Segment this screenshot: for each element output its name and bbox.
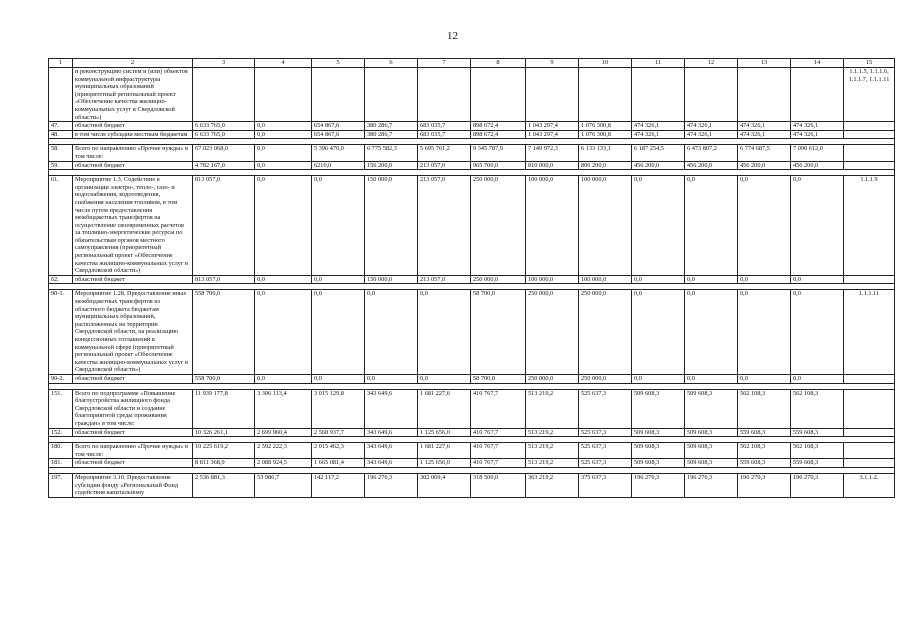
value-cell: 0,0: [255, 176, 312, 276]
value-cell: 67 023 068,0: [193, 145, 255, 161]
value-cell: 2 699 960,4: [255, 428, 312, 437]
value-cell: 509 608,3: [632, 389, 685, 428]
value-cell: 250 000,0: [526, 290, 579, 375]
value-cell: 363 219,2: [526, 473, 579, 497]
value-cell: [312, 68, 365, 122]
value-cell: 196 270,3: [632, 473, 685, 497]
row-number-cell: 58.: [49, 145, 73, 161]
value-cell: 562 108,3: [791, 389, 844, 428]
value-cell: 509 608,3: [632, 428, 685, 437]
value-cell: 1 043 297,4: [526, 130, 579, 139]
value-cell: 0,0: [312, 374, 365, 383]
table-row: [49, 443, 895, 459]
value-cell: 0,0: [738, 275, 791, 284]
value-cell: 410 767,7: [471, 459, 526, 468]
value-cell: 513 219,2: [526, 428, 579, 437]
value-cell: 509 608,3: [685, 459, 738, 468]
value-cell: 509 608,3: [685, 389, 738, 428]
page-number: 12: [447, 30, 458, 42]
value-cell: 0,0: [791, 275, 844, 284]
value-cell: 6 473 807,2: [685, 145, 738, 161]
value-cell: 1 125 656,0: [418, 428, 471, 437]
column-header: 7: [418, 59, 471, 68]
table-row: [49, 275, 895, 284]
row-number-cell: 48.: [49, 130, 73, 139]
value-cell: 456 200,0: [632, 161, 685, 170]
value-cell: 474 326,1: [791, 122, 844, 131]
value-cell: 0,0: [685, 176, 738, 276]
value-cell: 806 200,0: [579, 161, 632, 170]
value-cell: 509 608,3: [685, 428, 738, 437]
table-row: [49, 130, 895, 139]
value-cell: 0,0: [312, 275, 365, 284]
row-number-cell: 181.: [49, 459, 73, 468]
value-cell: 0,0: [791, 290, 844, 375]
table-row: [49, 68, 895, 122]
value-cell: 654 867,6: [312, 122, 365, 131]
value-cell: 562 108,3: [791, 443, 844, 459]
value-cell: 562 108,3: [738, 443, 791, 459]
value-cell: 6 133 133,1: [579, 145, 632, 161]
column-header: 12: [685, 59, 738, 68]
table-row: [49, 161, 895, 170]
value-cell: 0,0: [791, 176, 844, 276]
value-cell: 2 088 924,5: [255, 459, 312, 468]
value-cell: 6 633 765,0: [193, 122, 255, 131]
value-cell: 562 108,3: [738, 389, 791, 428]
value-cell: 558 700,0: [193, 290, 255, 375]
column-header: 10: [579, 59, 632, 68]
description-cell: областной бюджет: [73, 374, 193, 383]
description-cell: Всего по подпрограмме «Повышение благоустройства жилищного фонда Свердловской области и создание благоприятной среды проживания граждан» в том числе:: [73, 389, 193, 428]
value-cell: 0,0: [255, 161, 312, 170]
column-header: 13: [738, 59, 791, 68]
value-cell: 0,0: [685, 374, 738, 383]
column-header: 1: [49, 59, 73, 68]
value-cell: 559 608,3: [738, 459, 791, 468]
value-cell: 6 633 765,0: [193, 130, 255, 139]
target-ref-cell: [844, 374, 895, 383]
value-cell: 0,0: [685, 290, 738, 375]
value-cell: 0,0: [632, 374, 685, 383]
value-cell: 683 035,7: [418, 130, 471, 139]
value-cell: 456 200,0: [685, 161, 738, 170]
column-header: 14: [791, 59, 844, 68]
table-row: [49, 176, 895, 276]
description-cell: областной бюджет: [73, 459, 193, 468]
description-cell: областной бюджет: [73, 275, 193, 284]
table-row: [49, 374, 895, 383]
value-cell: 6 774 687,5: [738, 145, 791, 161]
value-cell: 813 057,0: [193, 275, 255, 284]
column-header: 5: [312, 59, 365, 68]
row-number-cell: 90-2.: [49, 374, 73, 383]
value-cell: 456 200,0: [738, 161, 791, 170]
column-header: 9: [526, 59, 579, 68]
value-cell: 100 000,0: [526, 275, 579, 284]
description-cell: областной бюджет: [73, 428, 193, 437]
value-cell: 0,0: [255, 122, 312, 131]
table-row: [49, 389, 895, 428]
target-ref-cell: [844, 130, 895, 139]
row-number-cell: 152.: [49, 428, 73, 437]
value-cell: 375 637,3: [579, 473, 632, 497]
value-cell: 2 536 881,3: [193, 473, 255, 497]
value-cell: 302 069,4: [418, 473, 471, 497]
value-cell: 558 700,0: [193, 374, 255, 383]
value-cell: 3 015 129,8: [312, 389, 365, 428]
table-row: [49, 459, 895, 468]
description-cell: Всего по направлению «Прочие нужды» в том числе:: [73, 443, 193, 459]
value-cell: 474 326,1: [632, 122, 685, 131]
column-header: 6: [365, 59, 418, 68]
table-row: [49, 428, 895, 437]
value-cell: 0,0: [255, 130, 312, 139]
value-cell: 456 200,0: [791, 161, 844, 170]
value-cell: 898 672,4: [471, 122, 526, 131]
value-cell: 4 782 167,0: [193, 161, 255, 170]
value-cell: 250 000,0: [579, 290, 632, 375]
value-cell: 10 225 619,2: [193, 443, 255, 459]
description-cell: Мероприятие 1.3. Содействие в организации электро-, тепло-, газо- и водоснабжения, водоотведения, снабжения населения топливом, в том числе путем предоставления межбюджетных трансфертов на осуществление своевременных расчетов за топливно-энергетические ресурсы по обязательствам органов местного самоуправления (приоритетный региональный проект «Обеспечение качества жилищно-коммунальных услуг в Свердловской области»): [73, 176, 193, 276]
value-cell: 6210,0: [312, 161, 365, 170]
value-cell: 196 270,3: [685, 473, 738, 497]
value-cell: 898 672,4: [471, 130, 526, 139]
row-number-cell: 61.: [49, 176, 73, 276]
value-cell: 100 000,0: [579, 176, 632, 276]
value-cell: [685, 68, 738, 122]
description-cell: в том числе субсидии местным бюджетам: [73, 130, 193, 139]
value-cell: 0,0: [255, 290, 312, 375]
column-header: 2: [73, 59, 193, 68]
value-cell: 513 219,2: [526, 389, 579, 428]
value-cell: 11 939 177,8: [193, 389, 255, 428]
row-number-cell: 197.: [49, 473, 73, 497]
value-cell: 213 057,0: [418, 161, 471, 170]
value-cell: 509 608,3: [632, 443, 685, 459]
value-cell: 0,0: [365, 374, 418, 383]
value-cell: 343 649,6: [365, 389, 418, 428]
value-cell: 8 811 368,9: [193, 459, 255, 468]
value-cell: 0,0: [418, 290, 471, 375]
value-cell: 474 326,1: [632, 130, 685, 139]
value-cell: 213 057,0: [418, 176, 471, 276]
value-cell: 513 219,2: [526, 443, 579, 459]
header-row: [49, 59, 895, 68]
value-cell: 525 637,3: [579, 443, 632, 459]
value-cell: 196 270,3: [365, 473, 418, 497]
value-cell: 525 637,3: [579, 459, 632, 468]
row-number-cell: 90-1.: [49, 290, 73, 375]
table-row: [49, 290, 895, 375]
value-cell: [418, 68, 471, 122]
table-row: [49, 122, 895, 131]
value-cell: [579, 68, 632, 122]
value-cell: 509 608,3: [685, 443, 738, 459]
value-cell: 1 043 297,4: [526, 122, 579, 131]
target-ref-cell: 1.1.1.5, 1.1.1.6, 1.1.1.7, 1.1.1.11: [844, 68, 895, 122]
value-cell: 58 700,0: [471, 290, 526, 375]
value-cell: 525 637,3: [579, 428, 632, 437]
table-row: [49, 473, 895, 497]
value-cell: 196 270,3: [738, 473, 791, 497]
value-cell: 525 637,3: [579, 389, 632, 428]
value-cell: 343 649,6: [365, 443, 418, 459]
value-cell: 3 306 113,4: [255, 389, 312, 428]
row-number-cell: 151.: [49, 389, 73, 428]
value-cell: 513 219,2: [526, 459, 579, 468]
value-cell: [738, 68, 791, 122]
value-cell: 156 200,0: [365, 161, 418, 170]
value-cell: 474 326,1: [685, 130, 738, 139]
description-cell: областной бюджет: [73, 122, 193, 131]
value-cell: 380 286,7: [365, 122, 418, 131]
value-cell: 474 326,1: [738, 122, 791, 131]
value-cell: 683 035,7: [418, 122, 471, 131]
value-cell: 150 000,0: [365, 275, 418, 284]
value-cell: 474 326,1: [791, 130, 844, 139]
target-ref-cell: [844, 122, 895, 131]
value-cell: 0,0: [255, 374, 312, 383]
value-cell: 410 767,7: [471, 428, 526, 437]
value-cell: 0,0: [632, 290, 685, 375]
row-number-cell: [49, 68, 73, 122]
value-cell: 6 775 582,3: [365, 145, 418, 161]
value-cell: 2 015 462,3: [312, 443, 365, 459]
value-cell: 9 345 787,9: [471, 145, 526, 161]
value-cell: 1 681 227,6: [418, 443, 471, 459]
column-header: 4: [255, 59, 312, 68]
description-cell: и реконструкцию систем и (или) объектов коммунальной инфраструктуры муниципальных образований (приоритетный региональный проект «Обеспечение качества жилищно-коммунальных услуг в Свердловской области»): [73, 68, 193, 122]
value-cell: 142 117,2: [312, 473, 365, 497]
value-cell: 196 270,3: [791, 473, 844, 497]
row-number-cell: 62.: [49, 275, 73, 284]
description-cell: Всего по направлению «Прочие нужды» в том числе:: [73, 145, 193, 161]
value-cell: 410 767,7: [471, 443, 526, 459]
description-cell: областной бюджет: [73, 161, 193, 170]
target-ref-cell: [844, 145, 895, 161]
row-number-cell: 59.: [49, 161, 73, 170]
value-cell: 0,0: [738, 176, 791, 276]
target-ref-cell: [844, 459, 895, 468]
value-cell: 250 000,0: [579, 374, 632, 383]
value-cell: 0,0: [791, 374, 844, 383]
value-cell: [791, 68, 844, 122]
value-cell: 1 076 300,8: [579, 122, 632, 131]
target-ref-cell: [844, 443, 895, 459]
value-cell: 0,0: [632, 275, 685, 284]
value-cell: 100 000,0: [579, 275, 632, 284]
target-ref-cell: 1.1.1.9: [844, 176, 895, 276]
value-cell: 318 500,0: [471, 473, 526, 497]
value-cell: 2 592 222,3: [255, 443, 312, 459]
value-cell: [526, 68, 579, 122]
value-cell: 0,0: [738, 374, 791, 383]
target-ref-cell: 1.1.1.11: [844, 290, 895, 375]
value-cell: 559 608,3: [791, 459, 844, 468]
value-cell: 1 681 227,6: [418, 389, 471, 428]
value-cell: 0,0: [365, 290, 418, 375]
value-cell: 0,0: [418, 374, 471, 383]
value-cell: 474 326,1: [685, 122, 738, 131]
target-ref-cell: [844, 161, 895, 170]
value-cell: 343 649,6: [365, 428, 418, 437]
target-ref-cell: [844, 275, 895, 284]
value-cell: 10 326 261,1: [193, 428, 255, 437]
row-number-cell: 47.: [49, 122, 73, 131]
value-cell: 509 608,3: [632, 459, 685, 468]
value-cell: 654 867,6: [312, 130, 365, 139]
budget-table: [48, 58, 895, 498]
value-cell: 0,0: [255, 145, 312, 161]
column-header: 15: [844, 59, 895, 68]
value-cell: [471, 68, 526, 122]
row-number-cell: 180.: [49, 443, 73, 459]
value-cell: 380 286,7: [365, 130, 418, 139]
value-cell: 474 326,1: [738, 130, 791, 139]
value-cell: 0,0: [255, 275, 312, 284]
value-cell: 58 700,0: [471, 374, 526, 383]
value-cell: 7 090 612,0: [791, 145, 844, 161]
column-header: 11: [632, 59, 685, 68]
value-cell: 250 000,0: [526, 374, 579, 383]
value-cell: 53 986,7: [255, 473, 312, 497]
value-cell: 410 767,7: [471, 389, 526, 428]
value-cell: 5 396 470,0: [312, 145, 365, 161]
value-cell: 965 700,0: [471, 161, 526, 170]
value-cell: 0,0: [312, 176, 365, 276]
value-cell: 813 057,0: [193, 176, 255, 276]
value-cell: [365, 68, 418, 122]
value-cell: 5 695 761,2: [418, 145, 471, 161]
table-body: [49, 59, 895, 498]
value-cell: [193, 68, 255, 122]
column-header: 8: [471, 59, 526, 68]
value-cell: 0,0: [632, 176, 685, 276]
target-ref-cell: [844, 389, 895, 428]
value-cell: 1 665 081,4: [312, 459, 365, 468]
description-cell: Мероприятие 1.28. Предоставление иных межбюджетных трансфертов из областного бюджета бюджетам муниципальных образований, расположенных на территории Свердловской области, на реализацию концессионных соглашений в коммунальной сфере (приоритетный региональный проект «Обеспечение качества жилищно-коммунальных услуг в Свердловской области»): [73, 290, 193, 375]
value-cell: 0,0: [738, 290, 791, 375]
column-header: 3: [193, 59, 255, 68]
value-cell: 810 000,0: [526, 161, 579, 170]
value-cell: 100 000,0: [526, 176, 579, 276]
value-cell: [632, 68, 685, 122]
description-cell: Мероприятие 3.10. Предоставление субсидии фонду «Региональный Фонд содействия капитальному: [73, 473, 193, 497]
value-cell: 150 000,0: [365, 176, 418, 276]
target-ref-cell: [844, 428, 895, 437]
value-cell: 250 000,0: [471, 275, 526, 284]
value-cell: 559 608,3: [791, 428, 844, 437]
value-cell: 343 649,6: [365, 459, 418, 468]
value-cell: 6 187 254,5: [632, 145, 685, 161]
value-cell: 0,0: [312, 290, 365, 375]
value-cell: 559 608,3: [738, 428, 791, 437]
table-row: [49, 145, 895, 161]
value-cell: 2 568 937,7: [312, 428, 365, 437]
value-cell: 1 125 656,0: [418, 459, 471, 468]
target-ref-cell: 3.1.1.2.: [844, 473, 895, 497]
value-cell: 250 000,0: [471, 176, 526, 276]
value-cell: 213 057,0: [418, 275, 471, 284]
value-cell: 7 149 972,3: [526, 145, 579, 161]
value-cell: 0,0: [685, 275, 738, 284]
value-cell: [255, 68, 312, 122]
value-cell: 1 076 300,8: [579, 130, 632, 139]
